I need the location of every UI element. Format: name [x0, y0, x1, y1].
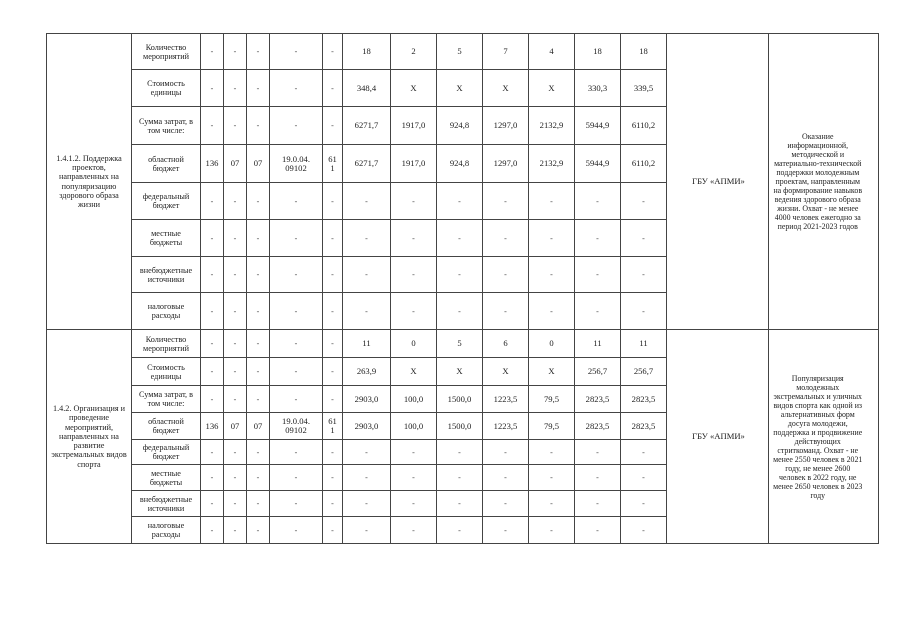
row-label: налоговые расходы — [132, 517, 201, 544]
code-vr: - — [323, 220, 343, 257]
value-cell: 256,7 — [575, 358, 621, 386]
executor-cell: ГБУ «АПМИ» — [677, 330, 761, 544]
row-label: Сумма затрат, в том числе: — [132, 107, 201, 145]
value-cell: 100,0 — [391, 413, 437, 440]
code-rz: - — [224, 358, 247, 386]
code-pr: - — [247, 517, 270, 544]
value-cell: - — [343, 220, 391, 257]
code-pr: - — [247, 440, 270, 465]
code-vr: - — [323, 183, 343, 220]
code-rz: - — [224, 386, 247, 413]
value-cell: - — [483, 517, 529, 544]
code-vr: - — [323, 517, 343, 544]
code-rz: - — [224, 330, 247, 358]
code-grbs: - — [201, 440, 224, 465]
value-cell: X — [391, 358, 437, 386]
code-pr: - — [247, 293, 270, 330]
value-cell: 2132,9 — [529, 107, 575, 145]
code-vr: - — [323, 70, 343, 107]
table-row — [47, 34, 879, 70]
document-page — [46, 33, 879, 544]
code-grbs: - — [201, 465, 224, 491]
code-csr: - — [270, 440, 323, 465]
value-cell: - — [575, 293, 621, 330]
code-csr: 19.0.04. 09102 — [270, 145, 323, 183]
spacer-cell — [761, 330, 769, 544]
value-cell: 7 — [483, 34, 529, 70]
value-cell: X — [483, 358, 529, 386]
code-csr: - — [270, 220, 323, 257]
code-vr: 61 1 — [323, 145, 343, 183]
code-grbs: - — [201, 491, 224, 517]
code-csr: - — [270, 330, 323, 358]
spacer-cell — [761, 34, 769, 330]
code-pr: 07 — [247, 145, 270, 183]
value-cell: 6 — [483, 330, 529, 358]
code-pr: - — [247, 491, 270, 517]
code-vr: - — [323, 386, 343, 413]
event-title: 1.4.1.2. Поддержка проектов, направленных на популяризацию здорового образа жизни — [47, 34, 132, 330]
code-grbs: 136 — [201, 413, 224, 440]
code-csr: - — [270, 34, 323, 70]
value-cell: - — [343, 183, 391, 220]
value-cell: 2903,0 — [343, 386, 391, 413]
value-cell: - — [343, 491, 391, 517]
value-cell: - — [343, 465, 391, 491]
code-csr: - — [270, 358, 323, 386]
code-csr: - — [270, 491, 323, 517]
row-label: внебюджетные источники — [132, 257, 201, 293]
value-cell: - — [437, 440, 483, 465]
value-cell: 1500,0 — [437, 413, 483, 440]
row-label: областной бюджет — [132, 413, 201, 440]
value-cell: - — [483, 440, 529, 465]
value-cell: 5 — [437, 330, 483, 358]
value-cell: 11 — [575, 330, 621, 358]
value-cell: - — [529, 220, 575, 257]
value-cell: 6110,2 — [621, 107, 667, 145]
code-rz: - — [224, 440, 247, 465]
value-cell: - — [437, 183, 483, 220]
row-label: федеральный бюджет — [132, 183, 201, 220]
value-cell: - — [575, 491, 621, 517]
code-pr: 07 — [247, 413, 270, 440]
code-pr: - — [247, 257, 270, 293]
code-csr: - — [270, 465, 323, 491]
value-cell: 263,9 — [343, 358, 391, 386]
value-cell: - — [391, 440, 437, 465]
row-label: налоговые расходы — [132, 293, 201, 330]
row-label: Стоимость единицы — [132, 358, 201, 386]
result-description: Популяризация молодежных экстремальных и уличных видов спорта как одной из альтернативных форм досуга молодежи, поддержка и продвижение действующих стриткоманд. Охват - не менее 2550 человек в 2021 году, не менее 2600 человек в 2022 году, не менее 2650 человек в 2023 году — [769, 330, 867, 544]
code-csr: - — [270, 107, 323, 145]
value-cell: - — [621, 491, 667, 517]
code-grbs: - — [201, 34, 224, 70]
row-label: внебюджетные источники — [132, 491, 201, 517]
value-cell: 6271,7 — [343, 107, 391, 145]
code-rz: 07 — [224, 413, 247, 440]
value-cell: - — [529, 491, 575, 517]
code-pr: - — [247, 386, 270, 413]
value-cell: - — [391, 293, 437, 330]
value-cell: - — [621, 517, 667, 544]
value-cell: - — [391, 183, 437, 220]
value-cell: - — [529, 440, 575, 465]
value-cell: - — [391, 517, 437, 544]
value-cell: 2823,5 — [621, 386, 667, 413]
value-cell: 18 — [621, 34, 667, 70]
value-cell: - — [437, 293, 483, 330]
value-cell: 6110,2 — [621, 145, 667, 183]
value-cell: 0 — [391, 330, 437, 358]
value-cell: - — [437, 465, 483, 491]
value-cell: 330,3 — [575, 70, 621, 107]
code-vr: - — [323, 330, 343, 358]
code-pr: - — [247, 34, 270, 70]
value-cell: 2823,5 — [621, 413, 667, 440]
value-cell: - — [391, 220, 437, 257]
value-cell: - — [437, 491, 483, 517]
code-rz: - — [224, 34, 247, 70]
code-csr: - — [270, 386, 323, 413]
value-cell: X — [529, 70, 575, 107]
event-title: 1.4.2. Организация и проведение мероприятий, направленных на развитие экстремальных видов спорта — [47, 330, 132, 544]
value-cell: - — [575, 465, 621, 491]
code-grbs: - — [201, 220, 224, 257]
value-cell: - — [529, 183, 575, 220]
row-label: местные бюджеты — [132, 220, 201, 257]
value-cell: - — [621, 465, 667, 491]
value-cell: 2132,9 — [529, 145, 575, 183]
value-cell: - — [391, 465, 437, 491]
code-rz: - — [224, 491, 247, 517]
code-rz: - — [224, 70, 247, 107]
value-cell: 79,5 — [529, 413, 575, 440]
value-cell: - — [343, 440, 391, 465]
row-label: местные бюджеты — [132, 465, 201, 491]
code-vr: - — [323, 358, 343, 386]
spacer-cell — [867, 34, 879, 330]
value-cell: - — [437, 257, 483, 293]
value-cell: X — [483, 70, 529, 107]
code-pr: - — [247, 183, 270, 220]
code-vr: - — [323, 491, 343, 517]
value-cell: 11 — [621, 330, 667, 358]
value-cell: 5944,9 — [575, 107, 621, 145]
code-csr: - — [270, 517, 323, 544]
value-cell: - — [483, 293, 529, 330]
value-cell: X — [437, 70, 483, 107]
value-cell: X — [391, 70, 437, 107]
value-cell: - — [575, 220, 621, 257]
result-description: Оказание информационной, методической и материально-технической поддержки молодежным проектам, направленным на формирование навыков ведения здорового образа жизни. Охват - не менее 4000 человек ежегодно за период 2021-2023 годов — [769, 34, 867, 330]
value-cell: - — [575, 517, 621, 544]
code-grbs: - — [201, 293, 224, 330]
value-cell: - — [483, 491, 529, 517]
value-cell: - — [483, 257, 529, 293]
row-label: Сумма затрат, в том числе: — [132, 386, 201, 413]
code-vr: - — [323, 34, 343, 70]
value-cell: - — [343, 257, 391, 293]
code-vr: 61 1 — [323, 413, 343, 440]
value-cell: - — [343, 517, 391, 544]
code-grbs: - — [201, 257, 224, 293]
value-cell: 79,5 — [529, 386, 575, 413]
value-cell: - — [529, 465, 575, 491]
code-grbs: - — [201, 107, 224, 145]
value-cell: 1917,0 — [391, 107, 437, 145]
value-cell: 2903,0 — [343, 413, 391, 440]
spacer-cell — [667, 330, 677, 544]
code-rz: - — [224, 293, 247, 330]
code-rz: - — [224, 517, 247, 544]
value-cell: - — [529, 517, 575, 544]
value-cell: 18 — [575, 34, 621, 70]
budget-table — [46, 33, 879, 544]
code-grbs: - — [201, 330, 224, 358]
value-cell: - — [621, 293, 667, 330]
table-body — [47, 34, 879, 544]
code-pr: - — [247, 330, 270, 358]
value-cell: 2 — [391, 34, 437, 70]
value-cell: 339,5 — [621, 70, 667, 107]
row-label: Количество мероприятий — [132, 34, 201, 70]
value-cell: - — [621, 220, 667, 257]
value-cell: - — [621, 183, 667, 220]
table-row — [47, 330, 879, 358]
value-cell: 1917,0 — [391, 145, 437, 183]
value-cell: - — [575, 183, 621, 220]
value-cell: - — [483, 183, 529, 220]
value-cell: 18 — [343, 34, 391, 70]
code-grbs: - — [201, 183, 224, 220]
value-cell: - — [575, 257, 621, 293]
value-cell: - — [575, 440, 621, 465]
code-rz: - — [224, 220, 247, 257]
code-csr: 19.0.04. 09102 — [270, 413, 323, 440]
code-pr: - — [247, 465, 270, 491]
value-cell: - — [343, 293, 391, 330]
code-rz: 07 — [224, 145, 247, 183]
value-cell: 6271,7 — [343, 145, 391, 183]
code-grbs: - — [201, 358, 224, 386]
value-cell: 1223,5 — [483, 413, 529, 440]
code-vr: - — [323, 293, 343, 330]
value-cell: 348,4 — [343, 70, 391, 107]
row-label: областной бюджет — [132, 145, 201, 183]
code-grbs: - — [201, 70, 224, 107]
value-cell: 1223,5 — [483, 386, 529, 413]
value-cell: 256,7 — [621, 358, 667, 386]
value-cell: 1500,0 — [437, 386, 483, 413]
value-cell: 4 — [529, 34, 575, 70]
row-label: Количество мероприятий — [132, 330, 201, 358]
code-pr: - — [247, 107, 270, 145]
value-cell: - — [621, 257, 667, 293]
value-cell: 100,0 — [391, 386, 437, 413]
value-cell: - — [529, 257, 575, 293]
code-pr: - — [247, 70, 270, 107]
row-label: Стоимость единицы — [132, 70, 201, 107]
value-cell: - — [621, 440, 667, 465]
value-cell: 0 — [529, 330, 575, 358]
value-cell: - — [529, 293, 575, 330]
code-vr: - — [323, 107, 343, 145]
code-rz: - — [224, 465, 247, 491]
code-csr: - — [270, 70, 323, 107]
code-pr: - — [247, 358, 270, 386]
value-cell: - — [391, 491, 437, 517]
value-cell: 2823,5 — [575, 386, 621, 413]
code-rz: - — [224, 107, 247, 145]
value-cell: X — [437, 358, 483, 386]
spacer-cell — [867, 330, 879, 544]
code-rz: - — [224, 183, 247, 220]
value-cell: - — [483, 220, 529, 257]
value-cell: 1297,0 — [483, 107, 529, 145]
code-csr: - — [270, 183, 323, 220]
value-cell: - — [483, 465, 529, 491]
code-vr: - — [323, 257, 343, 293]
value-cell: 5944,9 — [575, 145, 621, 183]
code-grbs: - — [201, 517, 224, 544]
executor-cell: ГБУ «АПМИ» — [677, 34, 761, 330]
code-pr: - — [247, 220, 270, 257]
code-vr: - — [323, 440, 343, 465]
code-csr: - — [270, 293, 323, 330]
value-cell: 1297,0 — [483, 145, 529, 183]
value-cell: 11 — [343, 330, 391, 358]
value-cell: - — [391, 257, 437, 293]
value-cell: X — [529, 358, 575, 386]
code-vr: - — [323, 465, 343, 491]
value-cell: 924,8 — [437, 107, 483, 145]
spacer-cell — [667, 34, 677, 330]
value-cell: 5 — [437, 34, 483, 70]
code-grbs: - — [201, 386, 224, 413]
code-grbs: 136 — [201, 145, 224, 183]
value-cell: - — [437, 220, 483, 257]
row-label: федеральный бюджет — [132, 440, 201, 465]
value-cell: 2823,5 — [575, 413, 621, 440]
code-rz: - — [224, 257, 247, 293]
value-cell: - — [437, 517, 483, 544]
value-cell: 924,8 — [437, 145, 483, 183]
code-csr: - — [270, 257, 323, 293]
